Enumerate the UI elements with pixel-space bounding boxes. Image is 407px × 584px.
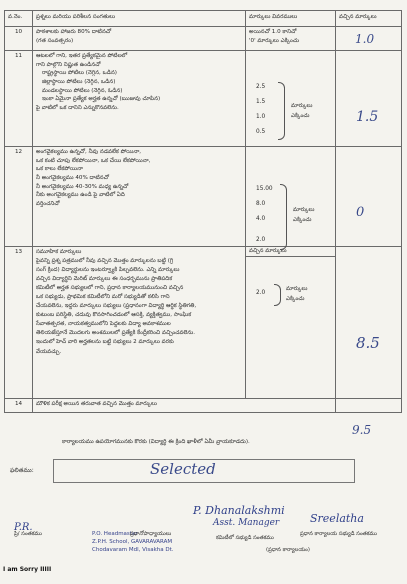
header-marks-given: వచ్చిన మార్కులు: [336, 11, 402, 27]
footer-label: కమిటీలో సభ్యుడి సంతకము: [216, 535, 274, 541]
detail-label: మార్కులు: [286, 286, 308, 292]
row-line: నీ అంగవైకల్యము 40% దాటినచో: [36, 174, 109, 181]
row-line: ఒక కాలు లేకపోయినా: [36, 166, 83, 173]
detail-value: 15.00: [256, 186, 273, 192]
signature-3-title: Asst. Manager: [213, 518, 280, 528]
row-sno: 11: [5, 51, 33, 147]
row-line: రాష్ట్రస్థాయి పోటిలు (నెగ్గిన, ఒడిన): [42, 70, 117, 77]
row-line: సంగ్ క్రింద) విద్యార్థులను ఇంటర్వ్యూకి పిల్చవలెను. ఎన్ని మార్కులు: [36, 267, 180, 274]
corner-note: I am Sorry IIIII: [3, 566, 52, 573]
table-header-row: [5, 11, 402, 27]
footer-label: ప్రి/ సంతకము: [14, 531, 42, 537]
row-detail-header: వచ్చిన మార్కులు: [246, 247, 335, 257]
row-sno: 12: [5, 147, 33, 247]
row-line: (గత సంవత్సరం): [36, 37, 74, 44]
row13-detail-values: [256, 290, 265, 296]
office-use-note: కార్యాలయము ఉపయోగమునకు కొరకు (విద్యార్థి ఈ క్రింది ఖాళీలో ఏమీ వ్రాయకూడదు).: [62, 439, 250, 445]
row11-detail-values: [256, 80, 265, 140]
handwritten-mark-row14: 9.5: [352, 423, 372, 437]
footer-label: (ప్రధాన కార్యాలయం): [266, 547, 310, 553]
handwritten-mark-row13: 8.5: [356, 334, 380, 352]
signature-3: P. Dhanalakshmi: [193, 504, 285, 517]
brace-mark: [278, 82, 285, 140]
row-line: పైవన్ని ప్రశ్న పత్రములో నీవు వచ్చిన మొత్తం మార్కులను బట్టి (గ్రి: [36, 258, 174, 265]
row-line: గాని పాల్గొని నిష్ణుత ఉండినచో: [36, 61, 101, 68]
detail-label: మార్కులు: [293, 207, 315, 213]
row-line: నీకు అంగవైకల్యము ఉండి పై వాటిలో ఏది: [36, 192, 125, 199]
detail-label: ఎక్కించు: [286, 296, 305, 302]
row-given: [336, 399, 402, 413]
detail-value: 2.5: [256, 84, 266, 90]
footer-label: ప్రధానోపాధ్యాయులు: [130, 531, 172, 537]
detail-value: 0.5: [256, 129, 266, 135]
row-line: చేయవలెను, ఇద్దరు మార్కులు సభ్యులు (ప్రధానంగా విద్యార్థి ఆర్థిక స్థితిగతి,: [36, 303, 197, 310]
row-line: కమిటీలో అర్హత సభ్యులలో గాని, ప్రధాన కార్యాలయమునుంచి వచ్చిన: [36, 285, 184, 292]
signature-1: P.R.: [14, 522, 33, 533]
row11-detail-label: [291, 101, 312, 121]
result-label: ఫలితము:: [10, 467, 34, 474]
row-line: మండలస్థాయి పోటిలు (నెగ్గిన, ఓడిన): [42, 87, 123, 94]
table-row: [5, 399, 402, 413]
evaluation-table: [4, 10, 402, 413]
table-row: [5, 247, 402, 399]
detail-value: 2.0: [256, 290, 266, 296]
signature-4: Sreelatha: [310, 512, 364, 525]
row-detail: [246, 27, 336, 51]
row-line: పాఠశాలకు హాజరు 80% దాటినచో: [36, 29, 112, 35]
row-text: [33, 247, 246, 399]
row-line: మౌళిక పరీక్ష అయిన తరువాత వచ్చిన మొత్తం మార్కులు: [36, 401, 157, 407]
header-sno: వ.నెం.: [5, 11, 33, 27]
detail-value: 4.0: [256, 216, 266, 222]
handwritten-mark-row10: 1.0: [355, 32, 375, 46]
result-value: Selected: [150, 460, 216, 478]
header-params: ప్రశ్నలు మరియు పరిశీలన సంగతులు: [33, 11, 246, 27]
row-text: [33, 147, 246, 247]
row-line: జిల్లాస్థాయి పోటిలు (నెగ్గిన, ఒడిన): [42, 78, 116, 85]
stamp-line: P.O. Headmaster: [92, 531, 138, 537]
detail-value: 1.0: [256, 114, 266, 120]
detail-value: 1.5: [256, 99, 266, 105]
row-text: [33, 27, 246, 51]
row12-detail-label: [293, 205, 314, 225]
row-text: [33, 399, 336, 413]
table-row: [5, 147, 402, 247]
row-line: ఒక కంటి చూపు లేకపోయినా, ఒక చేయి లేకపోయినా,: [36, 157, 151, 164]
row-line: వచ్చిన విద్యార్థిని మెరిట్ మార్కులు ఈ సంధర్భమును ప్రాతిపదిక: [36, 276, 173, 283]
detail-value: 2.0: [256, 237, 266, 243]
row-line: సేవాతత్పరత, నాయకత్వములోని పెద్దలకు విద్యా అవకాశముల: [36, 321, 171, 328]
row-given: [336, 51, 402, 147]
detail-label: ఎక్కించు: [293, 217, 312, 223]
row-title: సమూహిక మార్కులు: [36, 249, 82, 255]
row13-detail-label: [286, 284, 307, 304]
row-detail-line: '0' మార్కులు ఎక్కించు: [249, 37, 300, 44]
brace-mark: [274, 284, 281, 306]
row-line: కుటుంబ పరిస్థితి, చదువు కొనసాగించడంలో ఆసక్తి, వ్యక్తిత్వము, సాంఘిక: [36, 312, 192, 319]
detail-label: ఎక్కించు: [291, 113, 310, 119]
brace-mark: [280, 184, 287, 250]
header-marks-detail: మార్కులు వివరములు: [246, 11, 336, 27]
row-line: వేయవచ్చు.: [36, 348, 62, 355]
row-sno: 14: [5, 399, 33, 413]
stamp-line: Chodavaram Mdl, Visakha Dt.: [92, 547, 174, 553]
detail-value: 8.0: [256, 201, 266, 207]
row-detail-line: అయినచో 1.0 కానిచో: [249, 29, 297, 35]
row-line: ఇంకా ఏమైనా ప్రత్యేక అర్హత ఉన్నచో (ఋజువు చూపిన): [42, 96, 161, 103]
row-sno: 13: [5, 247, 33, 399]
table-row: [5, 51, 402, 147]
row-line: అంగవైకల్యము ఉన్నచో, నీవు నడవలేక పోయినా,: [36, 149, 142, 155]
handwritten-mark-row12: 0: [356, 205, 365, 220]
row-given: [336, 247, 402, 399]
row-line: ఆటలలో గాని, ఇతర ప్రత్యేకమైన పోటిలలో: [36, 53, 128, 59]
row-line: ఒక సభ్యుడు, ప్రాథమిక కమిటీలోని మరో సభ్యుడితో కలిసి గాని: [36, 294, 170, 301]
row-line: వర్తించనిచో: [36, 200, 60, 207]
row12-detail-values: [256, 182, 273, 248]
row-sno: 10: [5, 27, 33, 51]
stamp-line: Z.P.H. School, GAVARAVARAM: [92, 539, 173, 545]
row-text: [33, 51, 246, 147]
row-detail: [246, 247, 336, 399]
row-line: తెలియజేస్తూనే మొదలగు అంశములలో ప్రత్యేకి కేంద్రీకరించి వచ్చించవలెను.: [36, 330, 196, 337]
table-row: [5, 27, 402, 51]
row-line: ఇందులో హెచ్ వారి అర్హతలను బట్టి సభ్యులు 2 మార్కులు వరకు: [36, 339, 174, 346]
row-line: నీ అంగవైకల్యము 40-30% మధ్య ఉన్నచో: [36, 183, 129, 190]
row-line: పై వాటిలో ఒక దానిని ఎన్నుకొనవలెను.: [36, 104, 119, 111]
row-given: [336, 147, 402, 247]
footer-label: ప్రధాన కార్యాలయ సభ్యుడి సంతకము: [300, 531, 377, 537]
detail-label: మార్కులు: [291, 103, 313, 109]
handwritten-mark-row11: 1.5: [356, 109, 379, 125]
